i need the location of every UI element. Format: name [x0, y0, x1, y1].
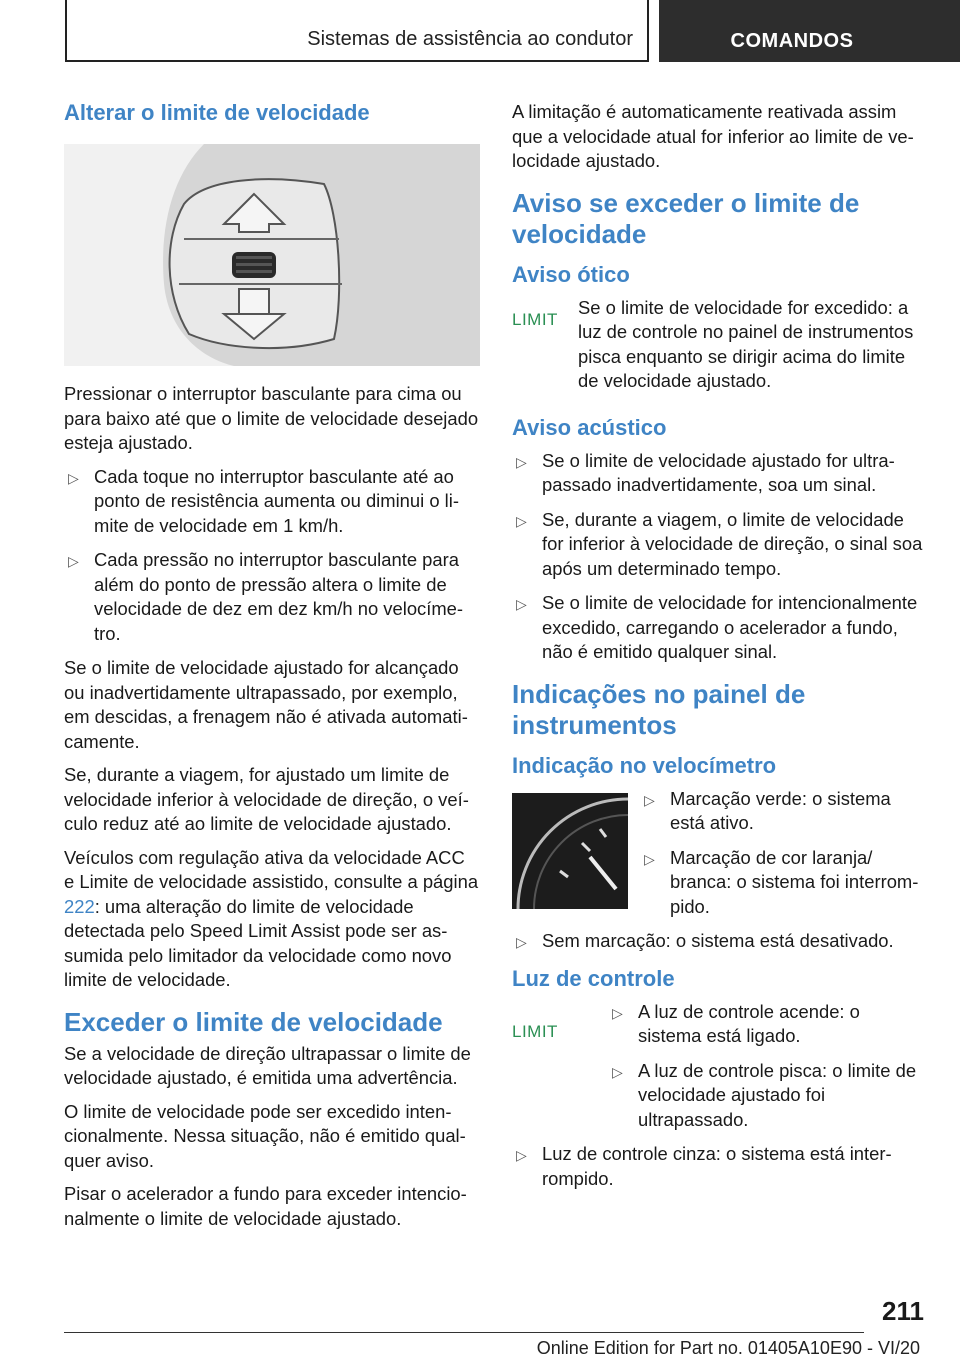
limit-indicator-icon: LIMIT — [512, 309, 558, 329]
heading-warning-exceed: Aviso se exceder o limite de velocidade — [512, 187, 860, 249]
list-item: ▷ Marcação verde: o sistema está ativo. — [644, 787, 891, 833]
triangle-bullet-icon: ▷ — [612, 1063, 623, 1080]
triangle-bullet-icon: ▷ — [516, 934, 527, 950]
triangle-bullet-icon: ▷ — [516, 596, 527, 612]
control-light-row — [512, 1000, 928, 1143]
list-acoustic — [512, 449, 928, 665]
heading-change-limit: Alterar o limite de velocidade — [64, 100, 370, 125]
list-item: ▷ Se o limite de velocidade ajustado for ultrapassado inadvertidamente, soa um sinal. — [516, 449, 895, 495]
triangle-bullet-icon: ▷ — [516, 512, 527, 529]
paragraph-reactivated: A limitação é automaticamente reativada assim que a velocidade atual for inferior ao limite de velocidade ajustado. — [512, 101, 914, 171]
optic-warning-row — [512, 296, 928, 403]
list-control-light-grey — [512, 1142, 928, 1191]
heading-optic-warning: Aviso ótico — [512, 261, 630, 287]
triangle-bullet-icon: ▷ — [68, 553, 79, 569]
limit-indicator-icon: LIMIT — [512, 1021, 558, 1041]
paragraph-optic: Se o limite de velocidade for excedido: a luz de controle no painel de instrumentos pisca enquanto se dirigir acima do limite de velocidade ajustado. — [578, 296, 914, 391]
list-item: ▷ Luz de controle cinza: o sistema está interrompido. — [516, 1143, 892, 1189]
header-tab-label: COMANDOS — [730, 30, 854, 52]
page-number: 211 — [882, 1296, 924, 1326]
paragraph-acc: Veículos com regulação ativa da velocidade ACC e Limite de velocidade assistido, consulte a página 222: uma alteração do limite de velocidade detectada pelo Speed Limit Assist pode ser assumida pelo limitador da velocidade como novo limite de velocidade. — [64, 846, 479, 990]
right-column — [512, 100, 928, 1201]
triangle-bullet-icon: ▷ — [644, 850, 655, 867]
paragraph-press-switch: Pressionar o interruptor basculante para cima ou para baixo até que o limite de velocidade desejado esteja ajustado. — [64, 383, 479, 453]
header-section-title: Sistemas de assistência ao condutor — [307, 28, 633, 50]
list-speedometer-off — [512, 929, 928, 954]
list-item: ▷ Se o limite de velocidade for intencionalmente excedido, carregando o acelerador a fundo, não é emitido qualquer sinal. — [516, 592, 918, 662]
list-item: ▷ Sem marcação: o sistema está desativado. — [512, 929, 928, 954]
paragraph-warning: Se a velocidade de direção ultrapassar o limite de velocidade ajustado, é emitida uma advertência. — [64, 1042, 471, 1088]
list-item: ▷ Cada toque no interruptor basculante até ao ponto de resistência aumenta ou diminui o limite de velocidade em 1 km/h. — [68, 465, 459, 536]
list-item: ▷ A luz de controle pisca: o limite de velocidade ajustado foi ultrapassado. — [612, 1059, 917, 1130]
list-item: ▷ Cada pressão no interruptor basculante para além do ponto de pressão altera o limite de velocidade de dez em dez km/h no velocímetro. — [68, 549, 464, 644]
triangle-bullet-icon: ▷ — [612, 1004, 623, 1021]
heading-speedometer: Indicação no velocímetro — [512, 752, 777, 778]
triangle-bullet-icon: ▷ — [516, 453, 527, 470]
triangle-bullet-icon: ▷ — [68, 469, 79, 486]
header-tab — [659, 0, 960, 62]
heading-instrument-display: Indicações no painel de instrumentos — [512, 678, 806, 740]
footer-divider — [64, 1332, 864, 1333]
list-item: ▷ Marcação de cor laranja/ branca: o sistema foi interrompido. — [644, 846, 919, 917]
paragraph-accelerator: Pisar o acelerador a fundo para exceder intencionalmente o limite de velocidade ajustado. — [64, 1183, 467, 1229]
paragraph-intentional: O limite de velocidade pode ser excedido intencionalmente. Nessa situação, não é emitido qualquer aviso. — [64, 1100, 466, 1171]
page-link-222[interactable]: 222 — [64, 895, 95, 917]
steering-switch-illustration — [64, 144, 480, 366]
header-section-box — [65, 0, 649, 62]
list-speedometer — [640, 787, 928, 930]
list-item: ▷ A luz de controle acende: o sistema está ligado. — [612, 1000, 860, 1046]
list-item: ▷ Se, durante a viagem, o limite de velocidade for inferior à velocidade de direção, o sinal soa após um determinado tempo. — [516, 508, 923, 579]
list-control-light — [608, 1000, 928, 1143]
paragraph-lower-limit: Se, durante a viagem, for ajustado um limite de velocidade inferior à velocidade de direção, o veículo reduz até ao limite de velocidade ajustado. — [64, 764, 469, 834]
heading-acoustic-warning: Aviso acústico — [512, 414, 667, 440]
left-column — [64, 100, 480, 1240]
list-switch-steps — [64, 465, 480, 647]
speedometer-icon — [512, 793, 628, 909]
footer-edition: Online Edition for Part no. 01405A10E90 - VI/20 — [536, 1338, 920, 1358]
paragraph-limit-exceeded: Se o limite de velocidade ajustado for alcançado ou inadvertidamente ultrapassado, por exemplo, em descidas, a frenagem não é ativada automaticamente. — [64, 657, 468, 752]
speedometer-row — [512, 787, 928, 930]
steering-wheel-switch-icon — [64, 144, 480, 366]
triangle-bullet-icon: ▷ — [516, 1147, 527, 1163]
heading-control-light: Luz de controle — [512, 965, 675, 991]
heading-exceed-limit: Exceder o limite de velocidade — [64, 1006, 443, 1037]
triangle-bullet-icon: ▷ — [644, 791, 655, 808]
